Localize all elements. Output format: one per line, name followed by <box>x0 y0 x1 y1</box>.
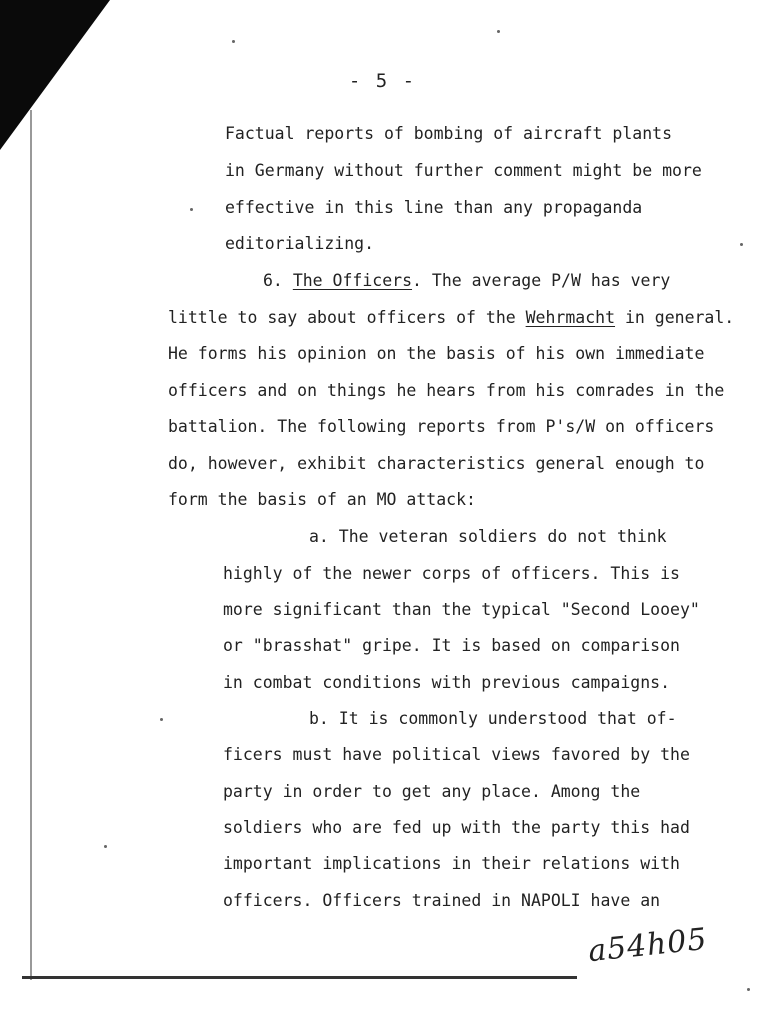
text-line: in combat conditions with previous campaigns. <box>223 673 671 692</box>
scan-left-edge-line <box>30 110 32 980</box>
text-line: more significant than the typical "Second Looey" <box>223 600 700 619</box>
section-heading-line <box>263 273 670 290</box>
list-item-a: a. The veteran soldiers do not think <box>309 527 667 546</box>
text-line: highly of the newer corps of officers. This is <box>223 564 680 583</box>
text-line: Factual reports of bombing of aircraft plants <box>225 124 673 143</box>
text-line: soldiers who are fed up with the party this had <box>223 818 690 837</box>
section-number: 6. <box>263 271 283 290</box>
text-line: form the basis of an MO attack: <box>168 490 476 509</box>
text-line: editorializing. <box>225 234 375 253</box>
text-line: party in order to get any place. Among the <box>223 782 641 801</box>
scan-speck <box>160 718 163 721</box>
scan-speck <box>104 845 107 848</box>
text-line: do, however, exhibit characteristics general enough to <box>168 454 705 473</box>
text-line: He forms his opinion on the basis of his own immediate <box>168 344 705 363</box>
text-line <box>168 310 734 327</box>
text-segment: in general. <box>615 308 735 327</box>
scan-speck <box>190 208 193 211</box>
text-line: battalion. The following reports from P's/W on officers <box>168 417 715 436</box>
handwritten-archive-number: a54h05 <box>586 921 710 970</box>
scan-speck <box>232 40 235 43</box>
text-line: important implications in their relations with <box>223 854 680 873</box>
text-line: officers. Officers trained in NAPOLI have an <box>223 891 661 910</box>
scan-speck <box>497 30 500 33</box>
text-line: in Germany without further comment might be more <box>225 161 702 180</box>
text-line: or "brasshat" gripe. It is based on comparison <box>223 636 680 655</box>
text-segment: little to say about officers of the <box>168 308 526 327</box>
underlined-term: Wehrmacht <box>525 308 616 327</box>
section-heading-rest: . The average P/W has very <box>412 271 671 290</box>
text-line: effective in this line than any propaganda <box>225 198 643 217</box>
section-title: The Officers <box>292 271 413 290</box>
text-line: ficers must have political views favored by the <box>223 745 690 764</box>
scan-bottom-edge-line <box>22 976 577 979</box>
scan-speck <box>740 243 743 246</box>
text-line: officers and on things he hears from his comrades in the <box>168 381 725 400</box>
page-number: - 5 - <box>348 70 417 92</box>
scan-speck <box>747 988 750 991</box>
list-item-b: b. It is commonly understood that of- <box>309 709 677 728</box>
